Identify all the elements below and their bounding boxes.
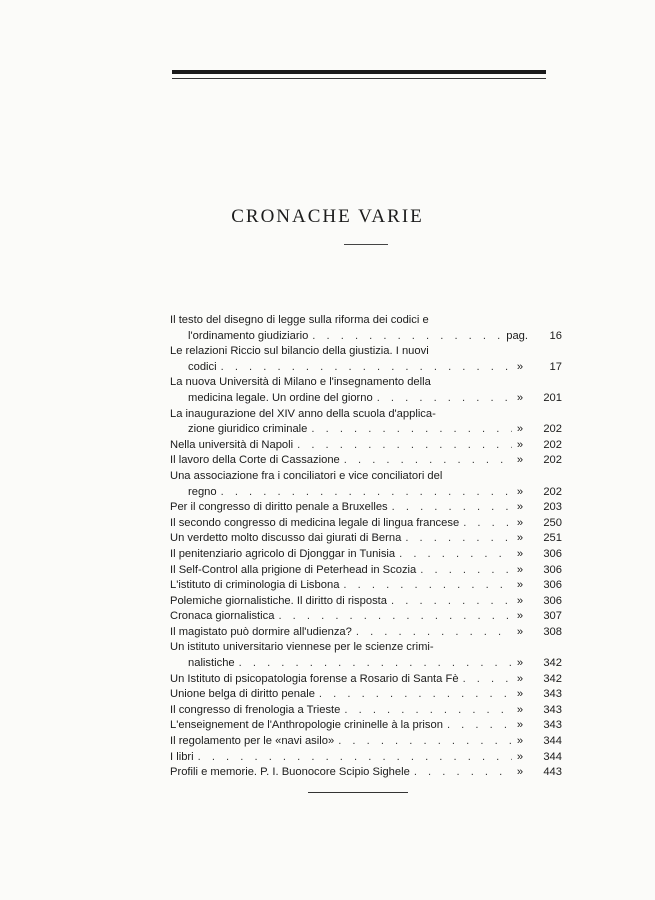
toc-entry-line bbox=[170, 578, 562, 594]
toc-page-number: 202 bbox=[543, 454, 562, 467]
toc-page-number: 343 bbox=[543, 688, 562, 701]
toc-entry-line bbox=[170, 500, 562, 516]
toc-entry bbox=[170, 750, 562, 766]
toc-page-mark: » bbox=[516, 516, 524, 529]
toc-entry-line bbox=[170, 547, 562, 563]
toc-entry-line bbox=[170, 516, 562, 532]
toc-entry bbox=[170, 500, 562, 516]
toc-entry-text: zione giuridico criminale bbox=[188, 423, 308, 436]
toc-page-mark: » bbox=[516, 766, 524, 779]
toc-entry-line bbox=[170, 438, 562, 454]
toc-page-number: 306 bbox=[543, 547, 562, 560]
toc-entry bbox=[170, 344, 562, 375]
toc-page-mark: » bbox=[516, 501, 524, 514]
dot-leader bbox=[315, 687, 512, 703]
toc-entry-text: Il penitenziario agricolo di Djonggar in Tunisia bbox=[170, 547, 396, 560]
toc-entry-line bbox=[170, 750, 562, 766]
toc-page-number: 203 bbox=[543, 501, 562, 514]
toc-entry-text: Il regolamento per le «navi asilo» bbox=[170, 735, 335, 748]
toc-entry-text: Profili e memorie. P. I. Buonocore Scipio Sighele bbox=[170, 766, 410, 779]
toc-entry-text: Cronaca giornalistica bbox=[170, 610, 275, 623]
toc-page-mark: » bbox=[516, 532, 524, 545]
dot-leader bbox=[217, 485, 512, 501]
dot-leader bbox=[416, 563, 512, 579]
toc-entry bbox=[170, 609, 562, 625]
toc-entry-continuation bbox=[170, 391, 562, 407]
toc-entry-text: regno bbox=[188, 485, 217, 498]
toc-page-number: 250 bbox=[543, 516, 562, 529]
toc-entry-line bbox=[170, 407, 562, 423]
toc-entry-line bbox=[170, 531, 562, 547]
toc-entry-line bbox=[170, 734, 562, 750]
toc-entry-text: Il magistato può dormire all'udienza? bbox=[170, 625, 352, 638]
toc-entry bbox=[170, 765, 562, 781]
toc-entry-line bbox=[170, 765, 562, 781]
toc-entry-text: Il congresso di frenologia a Trieste bbox=[170, 703, 341, 716]
toc-entry-text: Nella università di Napoli bbox=[170, 438, 294, 451]
toc-entry bbox=[170, 687, 562, 703]
dot-leader bbox=[339, 578, 512, 594]
toc-entry-text: La nuova Università di Milano e l'insegnamento della bbox=[170, 376, 431, 389]
toc-entry-continuation bbox=[170, 485, 562, 501]
toc-entry bbox=[170, 375, 562, 406]
toc-entry-text: I libri bbox=[170, 750, 194, 763]
dot-leader bbox=[340, 703, 512, 719]
dot-leader bbox=[352, 625, 512, 641]
toc-entry bbox=[170, 734, 562, 750]
toc-page-number: 307 bbox=[543, 610, 562, 623]
toc-entry-line bbox=[170, 609, 562, 625]
toc-entry bbox=[170, 718, 562, 734]
dot-leader bbox=[274, 609, 512, 625]
toc-page-mark: » bbox=[516, 672, 524, 685]
toc-page-mark: » bbox=[516, 485, 524, 498]
toc-entry-text: Le relazioni Riccio sul bilancio della giustizia. I nuovi bbox=[170, 345, 429, 358]
toc-entry bbox=[170, 625, 562, 641]
toc-entry-text: Unione belga di diritto penale bbox=[170, 688, 315, 701]
table-of-contents bbox=[170, 313, 562, 781]
toc-entry-continuation bbox=[170, 329, 562, 345]
toc-entry bbox=[170, 672, 562, 688]
toc-page-mark: » bbox=[516, 625, 524, 638]
toc-entry-line bbox=[170, 594, 562, 610]
toc-entry-text: nalistiche bbox=[188, 657, 235, 670]
dot-leader bbox=[307, 422, 512, 438]
toc-page-number: 202 bbox=[543, 438, 562, 451]
toc-entry-text: medicina legale. Un ordine del giorno bbox=[188, 391, 373, 404]
toc-page-mark: » bbox=[516, 594, 524, 607]
toc-entry-text: Un istituto universitario viennese per le scienze crimi- bbox=[170, 641, 434, 654]
toc-entry-text: Un Istituto di psicopatologia forense a Rosario di Santa Fè bbox=[170, 672, 459, 685]
toc-page-mark: » bbox=[516, 454, 524, 467]
toc-page-number: 343 bbox=[543, 703, 562, 716]
toc-page-number: 306 bbox=[543, 563, 562, 576]
toc-page-mark: pag. bbox=[506, 329, 528, 342]
bottom-rule bbox=[308, 792, 408, 793]
toc-page-mark: » bbox=[516, 438, 524, 451]
toc-page-number: 343 bbox=[543, 719, 562, 732]
toc-entry-line bbox=[170, 640, 562, 656]
toc-entry-text: codici bbox=[188, 360, 217, 373]
toc-page-mark: » bbox=[516, 547, 524, 560]
toc-entry-continuation bbox=[170, 422, 562, 438]
toc-page-mark: » bbox=[516, 688, 524, 701]
toc-entry-text: Per il congresso di diritto penale a Bruxelles bbox=[170, 501, 388, 514]
toc-entry bbox=[170, 640, 562, 671]
dot-leader bbox=[410, 765, 512, 781]
top-rule-thin bbox=[172, 78, 546, 79]
toc-entry-line bbox=[170, 672, 562, 688]
dot-leader bbox=[217, 360, 512, 376]
dot-leader bbox=[334, 734, 512, 750]
toc-entry bbox=[170, 313, 562, 344]
toc-page-number: 342 bbox=[543, 657, 562, 670]
toc-entry-text: Un verdetto molto discusso dai giurati di Berna bbox=[170, 532, 402, 545]
toc-entry bbox=[170, 563, 562, 579]
dot-leader bbox=[373, 391, 512, 407]
toc-entry-text: Il testo del disegno di legge sulla riforma dei codici e bbox=[170, 314, 429, 326]
toc-entry bbox=[170, 438, 562, 454]
dot-leader bbox=[340, 453, 512, 469]
toc-page-number: 344 bbox=[543, 750, 562, 763]
toc-entry-line bbox=[170, 344, 562, 360]
section-title: CRONACHE VARIE bbox=[231, 206, 424, 227]
toc-entry-line bbox=[170, 313, 562, 329]
toc-entry bbox=[170, 469, 562, 500]
toc-entry-text: Una associazione fra i conciliatori e vice conciliatori del bbox=[170, 469, 443, 482]
toc-entry bbox=[170, 407, 562, 438]
toc-entry-continuation bbox=[170, 656, 562, 672]
toc-page-mark: » bbox=[516, 703, 524, 716]
toc-page-mark: » bbox=[516, 360, 524, 373]
toc-page-number: 202 bbox=[543, 485, 562, 498]
toc-entry-text: l'ordinamento giudiziario bbox=[188, 329, 309, 342]
toc-entry-text: Il secondo congresso di medicina legale di lingua francese bbox=[170, 516, 460, 529]
toc-entry-line bbox=[170, 687, 562, 703]
toc-entry-line bbox=[170, 625, 562, 641]
toc-entry-text: L'enseignement de l'Anthropologie crininelle à la prison bbox=[170, 719, 443, 732]
toc-entry-text: Il lavoro della Corte di Cassazione bbox=[170, 454, 340, 467]
dot-leader bbox=[459, 516, 512, 532]
toc-entry-text: Il Self-Control alla prigione di Peterhead in Scozia bbox=[170, 563, 417, 576]
toc-entry bbox=[170, 547, 562, 563]
toc-entry bbox=[170, 594, 562, 610]
toc-page-mark: » bbox=[516, 750, 524, 763]
dot-leader bbox=[443, 718, 512, 734]
dot-leader bbox=[459, 672, 512, 688]
dot-leader bbox=[293, 438, 512, 454]
toc-entry-line bbox=[170, 703, 562, 719]
dot-leader bbox=[194, 750, 512, 766]
toc-page-mark: » bbox=[516, 423, 524, 436]
toc-page-number: 17 bbox=[549, 360, 562, 373]
toc-page-number: 202 bbox=[543, 423, 562, 436]
toc-entry-continuation bbox=[170, 360, 562, 376]
dot-leader bbox=[387, 594, 512, 610]
toc-entry-text: Polemiche giornalistiche. Il diritto di risposta bbox=[170, 594, 388, 607]
toc-entry bbox=[170, 703, 562, 719]
dot-leader bbox=[235, 656, 512, 672]
toc-entry-line bbox=[170, 563, 562, 579]
toc-entry bbox=[170, 453, 562, 469]
toc-page-mark: » bbox=[516, 391, 524, 404]
toc-page-number: 308 bbox=[543, 625, 562, 638]
dot-leader bbox=[395, 547, 512, 563]
toc-entry-line bbox=[170, 375, 562, 391]
toc-page-mark: » bbox=[516, 610, 524, 623]
toc-page-mark: » bbox=[516, 735, 524, 748]
toc-entry-text: L'istituto di criminologia di Lisbona bbox=[170, 579, 340, 592]
toc-page-number: 201 bbox=[543, 391, 562, 404]
toc-entry bbox=[170, 531, 562, 547]
title-underline bbox=[344, 244, 388, 245]
toc-page-number: 344 bbox=[543, 735, 562, 748]
toc-page-number: 443 bbox=[543, 766, 562, 779]
dot-leader bbox=[308, 329, 506, 345]
toc-entry bbox=[170, 516, 562, 532]
toc-page-mark: » bbox=[516, 719, 524, 732]
dot-leader bbox=[388, 500, 512, 516]
toc-entry-line bbox=[170, 469, 562, 485]
toc-entry-text: La inaugurazione del XIV anno della scuola d'applica- bbox=[170, 407, 436, 420]
toc-entry-line bbox=[170, 453, 562, 469]
toc-page-mark: » bbox=[516, 563, 524, 576]
toc-page-mark: » bbox=[516, 657, 524, 670]
dot-leader bbox=[401, 531, 512, 547]
toc-page-number: 306 bbox=[543, 594, 562, 607]
toc-page-number: 342 bbox=[543, 672, 562, 685]
toc-entry bbox=[170, 578, 562, 594]
toc-page-number: 251 bbox=[543, 532, 562, 545]
top-rule-thick bbox=[172, 70, 546, 74]
toc-entry-line bbox=[170, 718, 562, 734]
toc-page-number: 306 bbox=[543, 579, 562, 592]
toc-page-mark: » bbox=[516, 579, 524, 592]
toc-page-number: 16 bbox=[549, 329, 562, 342]
